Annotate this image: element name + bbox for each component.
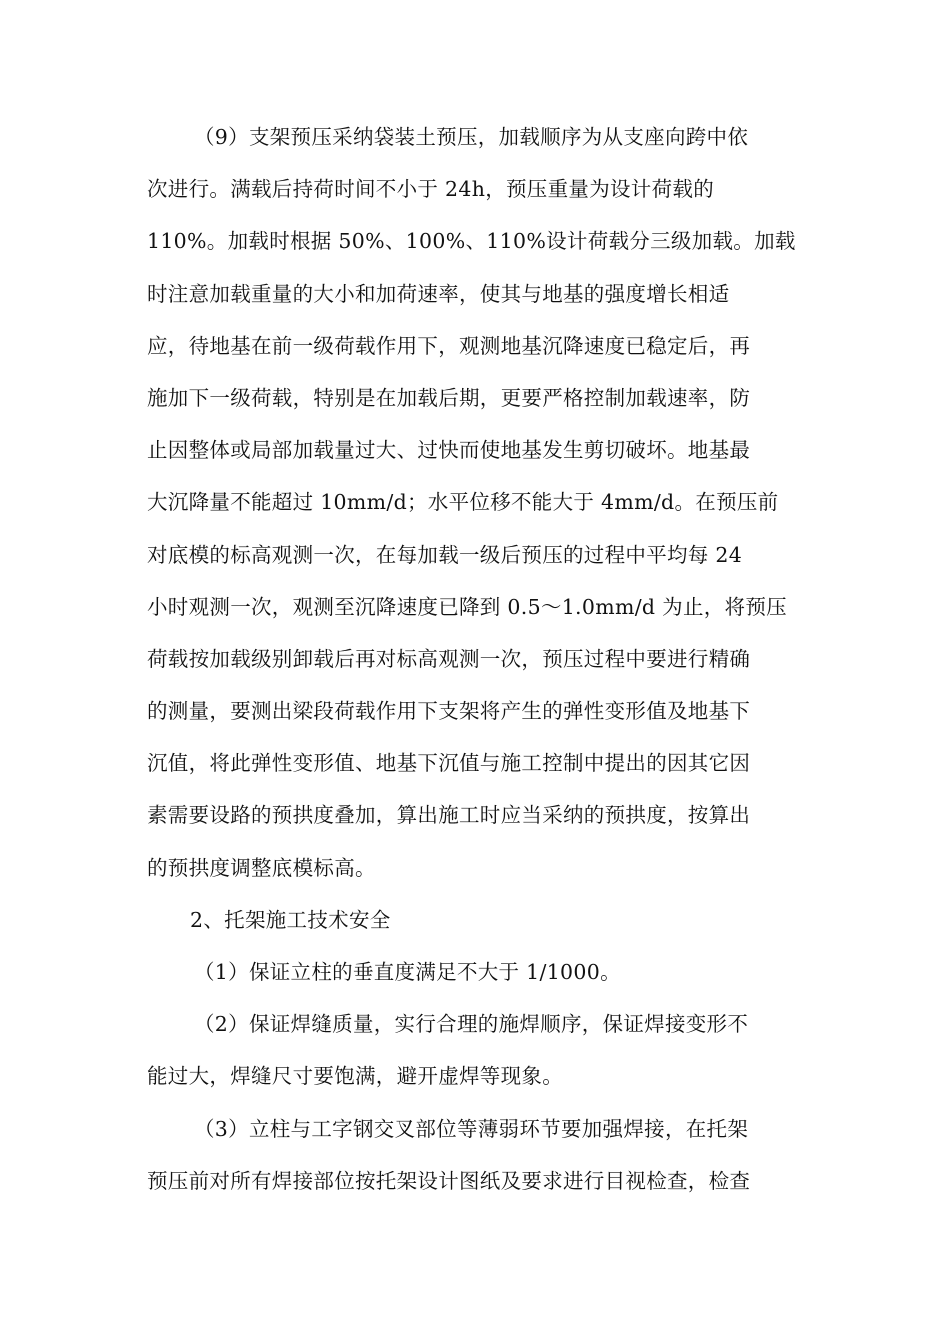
text-line: （3）立柱与工字钢交叉部位等薄弱环节要加强焊接，在托架 — [194, 1117, 749, 1141]
text-line: （2）保证焊缝质量，实行合理的施焊顺序，保证焊接变形不 — [194, 1012, 749, 1036]
text-line: 荷载按加载级别卸载后再对标高观测一次，预压过程中要进行精确 — [147, 647, 751, 671]
text-line: 沉值，将此弹性变形值、地基下沉值与施工控制中提出的因其它因 — [147, 751, 751, 775]
text-line: 次进行。满载后持荷时间不小于 24h，预压重量为设计荷载的 — [147, 177, 715, 201]
text-line: 施加下一级荷载，特别是在加载后期，更要严格控制加载速率，防 — [147, 386, 751, 410]
text-line: 大沉降量不能超过 10mm/d；水平位移不能大于 4mm/d。在预压前 — [147, 490, 779, 514]
text-line: 时注意加载重量的大小和加荷速率，使其与地基的强度增长相适 — [147, 282, 730, 306]
section-heading: 2、托架施工技术安全 — [190, 908, 391, 932]
text-line: 对底模的标高观测一次，在每加载一级后预压的过程中平均每 24 — [147, 543, 743, 567]
text-line: （9）支架预压采纳袋装土预压，加载顺序为从支座向跨中依 — [194, 125, 749, 149]
text-line: 的测量，要测出梁段荷载作用下支架将产生的弹性变形值及地基下 — [147, 699, 751, 723]
text-line: 能过大，焊缝尺寸要饱满，避开虚焊等现象。 — [147, 1064, 563, 1088]
text-line: 素需要设路的预拱度叠加，算出施工时应当采纳的预拱度，按算出 — [147, 803, 751, 827]
text-line: 110%。加载时根据 50%、100%、110%设计荷载分三级加载。加载 — [147, 229, 796, 253]
text-line: 小时观测一次，观测至沉降速度已降到 0.5～1.0mm/d 为止，将预压 — [147, 595, 787, 619]
text-line: 预压前对所有焊接部位按托架设计图纸及要求进行目视检查，检查 — [147, 1169, 751, 1193]
text-line: 止因整体或局部加载量过大、过快而使地基发生剪切破坏。地基最 — [147, 438, 751, 462]
text-line: 的预拱度调整底模标高。 — [147, 856, 376, 880]
text-line: 应，待地基在前一级荷载作用下，观测地基沉降速度已稳定后，再 — [147, 334, 751, 358]
text-line: （1）保证立柱的垂直度满足不大于 1/1000。 — [194, 960, 621, 984]
